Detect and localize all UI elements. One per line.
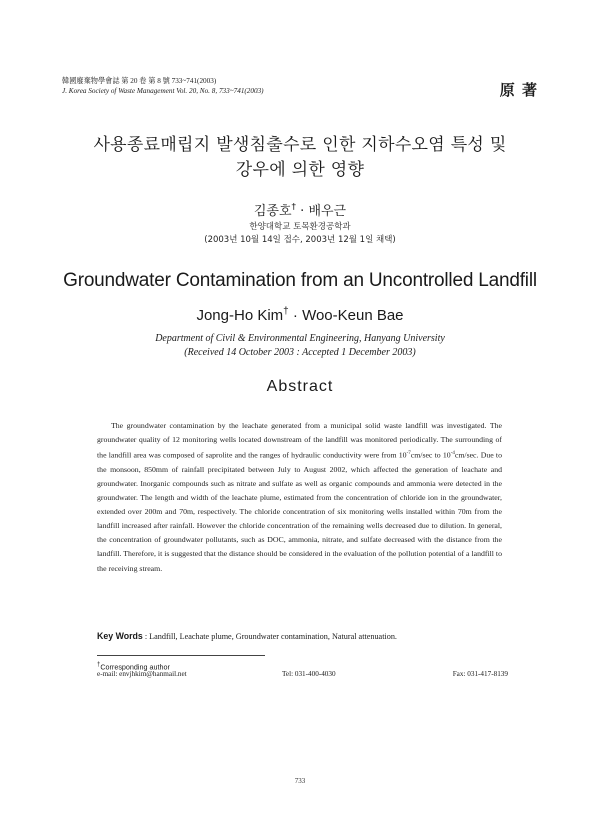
abstract-text-part-1: The groundwater contamination by the leachate generated from a municipal solid waste landfill was investigated. The groundwater quality of 12 monitoring wells located downstream of the landfill was monitored periodically. The surrounding of the landfill area was composed of saprolite and the ranges of hydraulic conductivity were from 10 <box>97 421 502 460</box>
author-email: e-mail: envjhkim@hanmail.net <box>97 670 187 678</box>
english-title: Groundwater Contamination from an Uncontrolled Landfill <box>63 270 537 291</box>
dagger-mark: † <box>291 202 297 213</box>
footnote-divider <box>97 655 265 656</box>
dagger-mark: † <box>97 662 101 668</box>
journal-citation-english: J. Korea Society of Waste Management Vol. 20, No. 8, 733~741(2003) <box>62 87 264 95</box>
author-fax: Fax: 031-417-8139 <box>452 670 508 678</box>
korean-author-1: 김종호 <box>253 204 292 219</box>
english-author-1: Jong-Ho Kim <box>196 307 284 324</box>
abstract-body <box>97 419 502 576</box>
english-authors <box>0 306 600 324</box>
abstract-text-part-3: cm/sec. Due to the monsoon, 850mm of rainfall precipitated between July to August 2002, which affected the generation of leachate and groundwater. Inorganic compounds such as nitrate and sulfate as well as organic compounds and ammonia were detected in the groundwater. The length and width of the leachate plume, estimated from the concentration of chloride ion in the groundwater, extended over 200m and 70m, respectively. The chloride concentration of six monitoring wells installed within 70m from the landfill increased after rainfall. However the chloride concentration of the remaining wells decreased due to dilution. In general, the concentration of groundwater pollutants, such as DOC, ammonia, nitrate, and sulfate decreased with the distance from the landfill. Therefore, it is suggested that the distance should be considered in the evaluation of the pollution potential of a landfill to the receiving stream. <box>97 450 502 573</box>
korean-affiliation: 한양대학교 토목환경공학과 <box>249 222 351 232</box>
dagger-mark: † <box>283 306 289 317</box>
journal-citation-korean: 韓國廢棄物學會誌 第 20 卷 第 8 號 733~741(2003) <box>62 77 217 85</box>
corresponding-author-title: Corresponding author <box>100 662 170 672</box>
journal-header <box>62 76 264 96</box>
keywords-text: Landfill, Leachate plume, Groundwater contamination, Natural attenuation. <box>149 632 397 641</box>
korean-received-date: (2003년 10월 14일 접수, 2003년 12월 1일 채택) <box>204 235 396 245</box>
korean-title-line-2: 강우에 의한 영향 <box>235 160 365 180</box>
english-affiliation-block <box>0 332 600 360</box>
exponent: -4 <box>450 451 455 457</box>
korean-authors <box>0 200 600 219</box>
page-number: 733 <box>294 777 306 785</box>
english-affiliation: Department of Civil & Environmental Engineering, Hanyang University <box>155 333 445 344</box>
exponent: -7 <box>406 451 411 457</box>
korean-title-line-1: 사용종료매립지 발생침출수로 인한 지하수오염 특성 및 <box>93 135 507 155</box>
keywords <box>97 630 504 643</box>
abstract-text-part-2: cm/sec to 10 <box>410 450 451 460</box>
korean-affiliation-block <box>0 221 600 247</box>
korean-author-2: · 배우근 <box>296 204 347 219</box>
keywords-label: Key Words <box>97 631 143 641</box>
english-received-date: (Received 14 October 2003 : Accepted 1 December 2003) <box>184 347 416 358</box>
author-telephone: Tel: 031-400-4030 <box>282 670 336 678</box>
keywords-separator: : <box>142 632 150 641</box>
abstract-heading: Abstract <box>266 378 334 395</box>
korean-title <box>60 133 540 183</box>
article-type-badge: 原 著 <box>499 81 538 99</box>
english-author-2: · Woo-Keun Bae <box>288 307 404 324</box>
